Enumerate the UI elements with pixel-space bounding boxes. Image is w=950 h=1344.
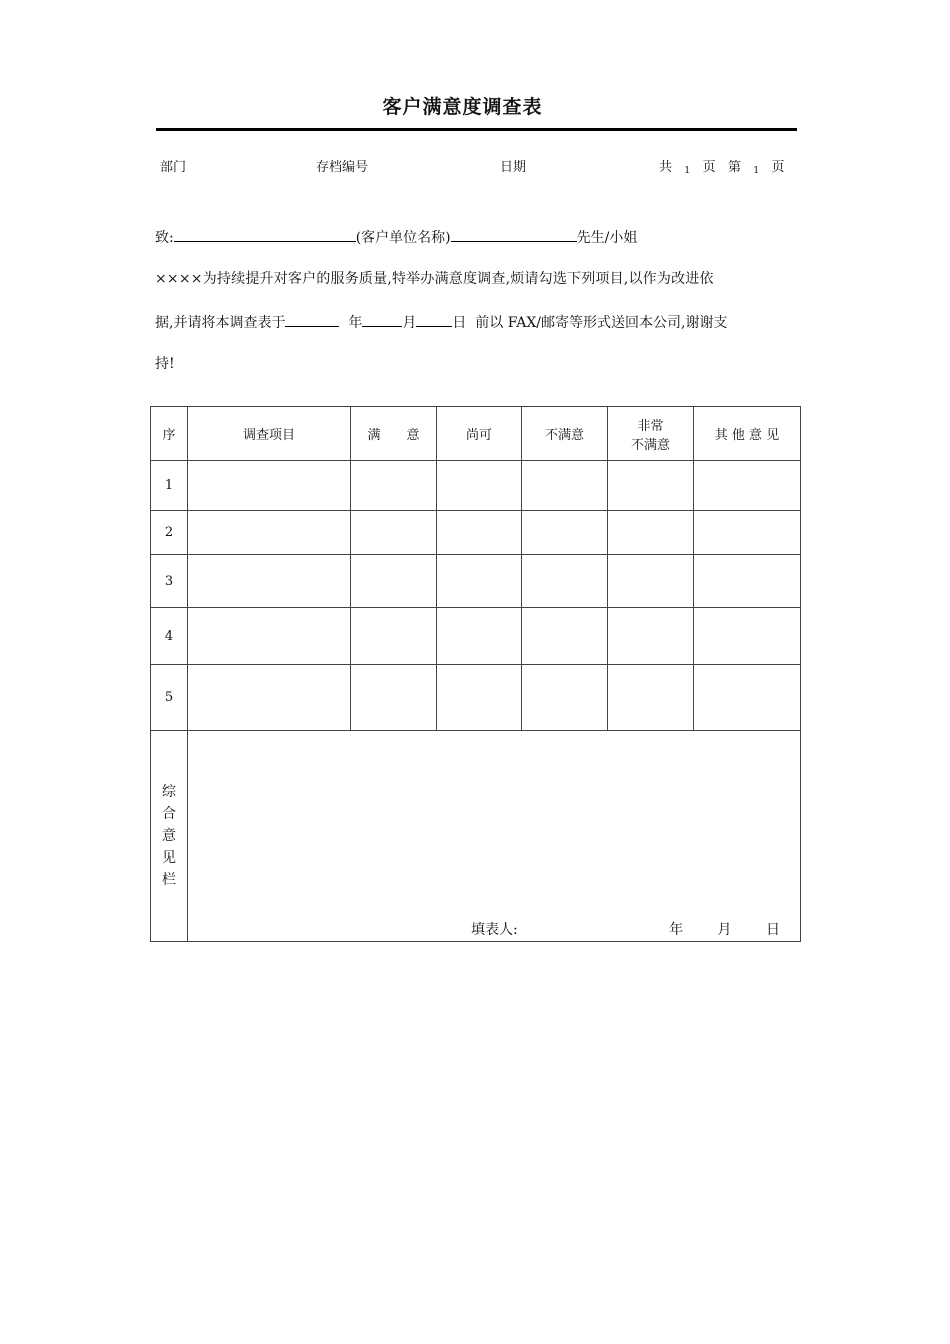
header-very-unsatisfied-line-1: 非常 <box>637 418 664 434</box>
signer-label: 填表人: <box>471 922 518 938</box>
recipient-line <box>155 227 637 247</box>
other-opinion-cell[interactable] <box>694 665 801 731</box>
header-other: 其 他 意 见 <box>694 407 801 461</box>
day-label: 日 <box>452 315 467 331</box>
ok-cell[interactable] <box>437 608 522 665</box>
table-row <box>151 665 801 731</box>
very-unsatisfied-cell[interactable] <box>608 555 694 608</box>
month-label: 月 <box>402 315 417 331</box>
unsatisfied-cell[interactable] <box>522 555 608 608</box>
page-prefix: 第 <box>727 160 741 175</box>
row-number: 5 <box>151 665 188 731</box>
survey-item-cell[interactable] <box>188 608 351 665</box>
survey-item-cell[interactable] <box>188 665 351 731</box>
ok-cell[interactable] <box>437 461 522 511</box>
archive-number-label: 存档编号 <box>316 160 369 175</box>
return-year-field[interactable] <box>285 312 339 327</box>
other-opinion-cell[interactable] <box>694 555 801 608</box>
salutation: 先生/小姐 <box>576 230 638 246</box>
page-unit-2: 页 <box>771 160 785 175</box>
survey-item-cell[interactable] <box>188 461 351 511</box>
title-divider <box>156 128 797 131</box>
sign-date: 年 月 日 <box>669 922 780 938</box>
date-label: 日期 <box>500 160 527 175</box>
total-prefix: 共 <box>659 160 673 175</box>
row-number: 4 <box>151 608 188 665</box>
page-unit: 页 <box>702 160 716 175</box>
ok-cell[interactable] <box>437 511 522 555</box>
total-pages: 1 <box>684 166 691 176</box>
survey-item-cell[interactable] <box>188 555 351 608</box>
client-label: (客户单位名称) <box>355 230 451 246</box>
to-prefix: 致: <box>155 230 174 246</box>
row-number: 2 <box>151 511 188 555</box>
header-item: 调查项目 <box>188 407 351 461</box>
satisfied-cell[interactable] <box>351 665 437 731</box>
summary-label: 综合意见栏 <box>162 784 176 888</box>
return-day-field[interactable] <box>416 312 452 327</box>
summary-opinion-area[interactable] <box>188 731 801 942</box>
table-row <box>151 555 801 608</box>
table-row <box>151 461 801 511</box>
other-opinion-cell[interactable] <box>694 461 801 511</box>
satisfied-cell[interactable] <box>351 461 437 511</box>
table-row <box>151 511 801 555</box>
intro-line-1: ××××为持续提升对客户的服务质量,特举办满意度调查,烦请勾选下列项目,以作为改进依 <box>155 271 714 287</box>
header-ok: 尚可 <box>437 407 522 461</box>
unsatisfied-cell[interactable] <box>522 665 608 731</box>
survey-item-cell[interactable] <box>188 511 351 555</box>
row-number: 3 <box>151 555 188 608</box>
very-unsatisfied-cell[interactable] <box>608 461 694 511</box>
page-title: 客户满意度调查表 <box>382 96 543 118</box>
header-satisfied: 满 意 <box>351 407 437 461</box>
department-label: 部门 <box>160 160 187 175</box>
unsatisfied-cell[interactable] <box>522 461 608 511</box>
satisfied-cell[interactable] <box>351 511 437 555</box>
header-very-unsatisfied-line-2: 不满意 <box>630 437 670 453</box>
return-month-field[interactable] <box>362 312 402 327</box>
table-row <box>151 608 801 665</box>
header-very-unsatisfied <box>608 407 694 461</box>
ok-cell[interactable] <box>437 665 522 731</box>
page-indicator <box>659 156 785 176</box>
summary-row <box>151 731 801 942</box>
header-unsatisfied: 不满意 <box>522 407 608 461</box>
intro-line-2-start: 据,并请将本调查表于 <box>155 315 286 331</box>
header-seq: 序 <box>151 407 188 461</box>
intro-line-2 <box>155 312 727 332</box>
year-label: 年 <box>348 315 363 331</box>
intro-line-3: 持! <box>155 356 175 372</box>
satisfied-cell[interactable] <box>351 608 437 665</box>
summary-label-cell <box>151 731 188 942</box>
unsatisfied-cell[interactable] <box>522 511 608 555</box>
other-opinion-cell[interactable] <box>694 608 801 665</box>
current-page: 1 <box>753 166 760 176</box>
table-header-row <box>151 407 801 461</box>
ok-cell[interactable] <box>437 555 522 608</box>
intro-line-2-end: 前以 FAX/邮寄等形式送回本公司,谢谢支 <box>475 315 728 331</box>
contact-name-field[interactable] <box>451 227 577 242</box>
very-unsatisfied-cell[interactable] <box>608 608 694 665</box>
very-unsatisfied-cell[interactable] <box>608 511 694 555</box>
survey-table <box>150 406 801 942</box>
other-opinion-cell[interactable] <box>694 511 801 555</box>
very-unsatisfied-cell[interactable] <box>608 665 694 731</box>
client-name-field[interactable] <box>174 227 356 242</box>
unsatisfied-cell[interactable] <box>522 608 608 665</box>
satisfied-cell[interactable] <box>351 555 437 608</box>
row-number: 1 <box>151 461 188 511</box>
